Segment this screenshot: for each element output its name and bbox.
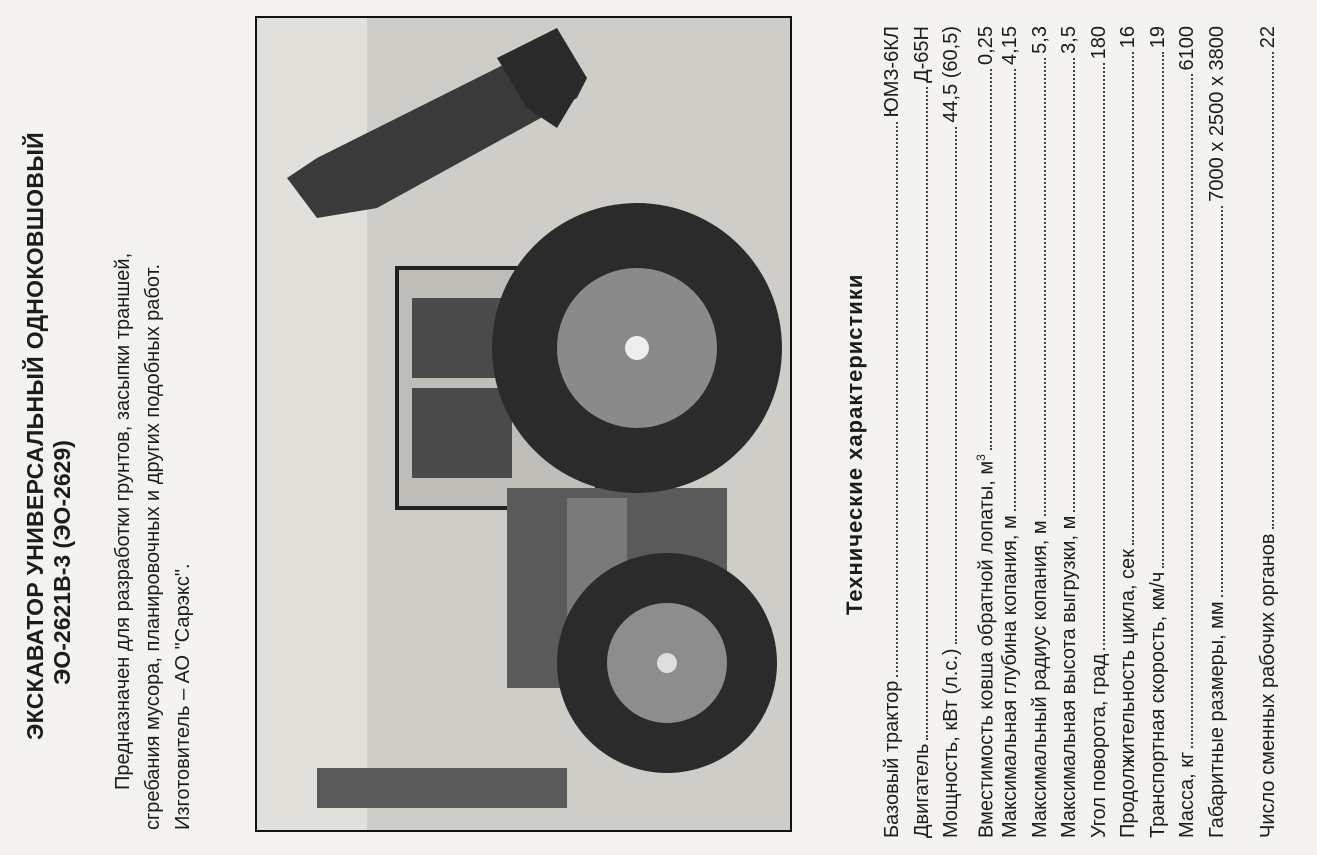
spec-label: Максимальный радиус копания, м xyxy=(1028,520,1051,838)
leader-dots xyxy=(1073,58,1075,512)
spec-label: Базовый трактор xyxy=(881,680,903,838)
spec-row-dimensions xyxy=(1203,26,1233,838)
spec-label: Масса, кг xyxy=(1176,751,1198,838)
spec-row-digging-radius xyxy=(1026,26,1056,838)
spec-row-cycle-time xyxy=(1114,26,1144,838)
spec-row-power xyxy=(937,26,967,838)
spec-label: Продолжительность цикла, сек xyxy=(1117,549,1139,838)
spec-label: Габаритные размеры, мм xyxy=(1205,601,1228,838)
spec-label: Мощность, кВт (л.с.) xyxy=(940,648,962,838)
spec-row-unload-height xyxy=(1055,26,1085,838)
leader-dots xyxy=(926,87,928,740)
spec-label-superscript: 3 xyxy=(973,454,988,461)
leader-dots xyxy=(1044,58,1046,517)
spec-value: 180 xyxy=(1087,26,1110,60)
title-line-1: ЭКСКАВАТОР УНИВЕРСАЛЬНЫЙ ОДНОКОВШОВЫЙ xyxy=(22,132,48,740)
spec-value: 19 xyxy=(1146,26,1169,49)
spec-value: ЮМЗ-6КЛ xyxy=(881,26,903,118)
leader-dots xyxy=(1014,69,1016,511)
leader-dots xyxy=(1272,52,1274,529)
leader-dots xyxy=(1221,206,1223,598)
spec-row-rotation-angle xyxy=(1085,26,1115,838)
spec-value: 4,15 xyxy=(999,26,1021,65)
description xyxy=(108,10,198,830)
description-line: Изготовитель – АО "Сарэкс". xyxy=(172,563,194,830)
spec-row-attachments xyxy=(1254,26,1284,838)
title-line-2: ЭО-2621В-3 (ЭО-2629) xyxy=(49,440,75,685)
spec-row-bucket-capacity xyxy=(967,26,997,838)
description-line: сгребания мусора, планировочных и других подобных работ. xyxy=(142,263,164,830)
spec-value: 0,25 xyxy=(975,26,998,65)
spec-row-mass xyxy=(1173,26,1203,838)
leader-dots xyxy=(955,127,957,645)
spec-label: Число сменных рабочих органов xyxy=(1257,533,1279,838)
spec-value: 7000 х 2500 х 3800 xyxy=(1205,26,1228,202)
spec-value: 3,5 xyxy=(1058,26,1080,54)
document-title xyxy=(22,20,76,740)
spec-value: 22 xyxy=(1257,26,1279,49)
leader-dots xyxy=(990,69,992,450)
leader-dots xyxy=(896,122,898,677)
spec-label: Угол поворота, град xyxy=(1087,653,1110,838)
spec-value: 44,5 (60,5) xyxy=(940,26,962,123)
leader-dots xyxy=(1162,52,1164,568)
description-line: Предназначен для разработки грунтов, засыпки траншей, xyxy=(112,252,134,790)
spec-label: Двигатель xyxy=(910,743,933,838)
spec-value: 16 xyxy=(1117,26,1139,49)
spec-value: 5,3 xyxy=(1028,26,1051,54)
spec-row-transport-speed xyxy=(1144,26,1174,838)
spec-label-text: Вместимость ковша обратной лопаты, м xyxy=(975,460,998,838)
leader-dots xyxy=(1132,52,1134,545)
leader-dots xyxy=(1103,63,1105,649)
specs-title: Технические характеристики xyxy=(842,273,867,615)
specs-list xyxy=(878,26,1284,838)
leader-dots xyxy=(1191,75,1193,748)
spec-row-engine xyxy=(908,26,938,838)
spec-row-base-tractor xyxy=(878,26,908,838)
spec-row-digging-depth xyxy=(996,26,1026,838)
spec-value: Д-65Н xyxy=(910,26,933,83)
spec-value: 6100 xyxy=(1176,26,1198,71)
spec-label: Транспортная скорость, км/ч xyxy=(1146,571,1169,838)
spec-label: Максимальная высота выгрузки, м xyxy=(1058,515,1080,838)
spec-label: Максимальная глубина копания, м xyxy=(999,515,1021,838)
excavator-photo xyxy=(255,16,792,832)
